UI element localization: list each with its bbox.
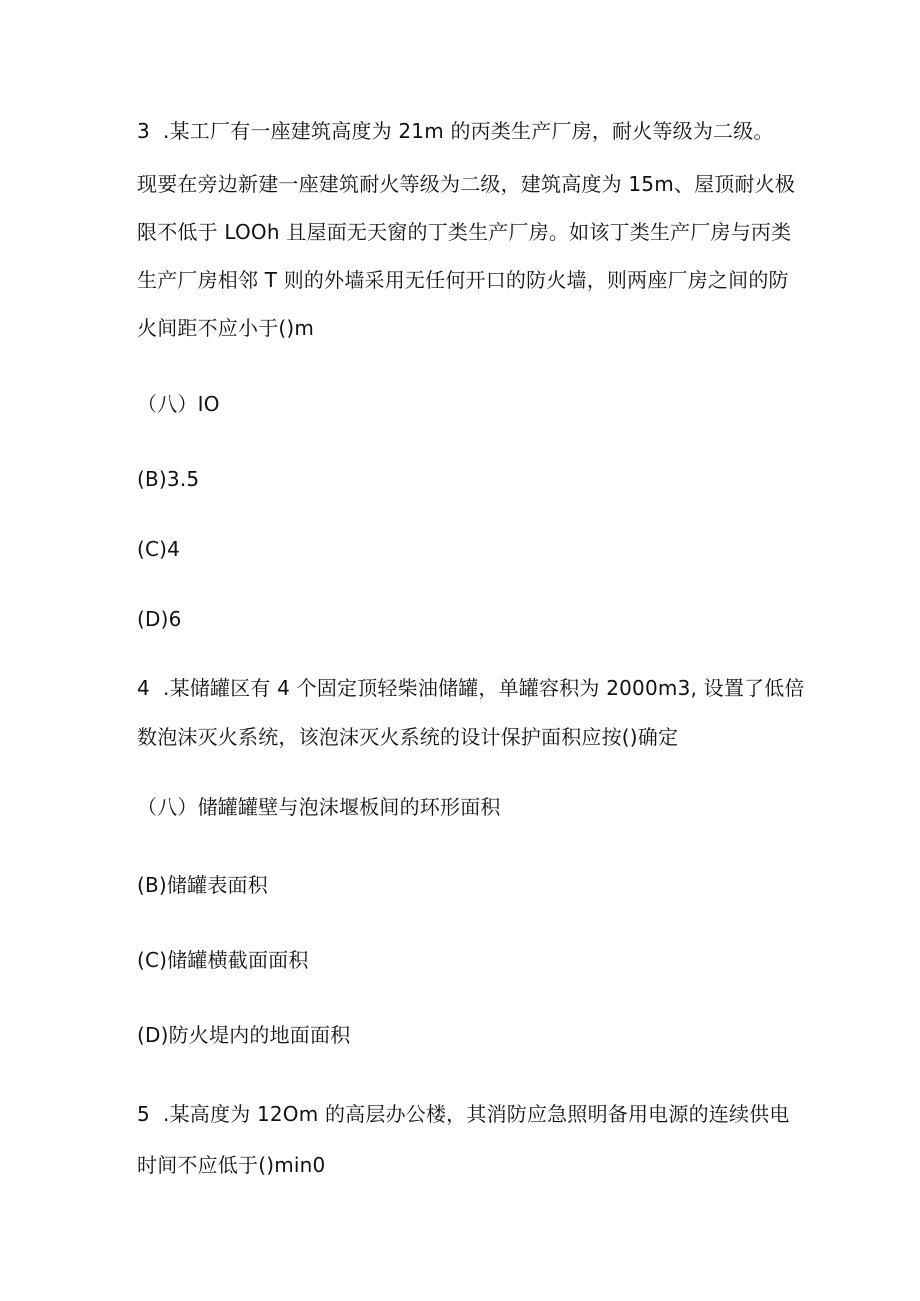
question-4-stem-line-1: 4 .某储罐区有 4 个固定顶轻柴油储罐，单罐容积为 2000m3, 设置了低倍	[137, 676, 805, 700]
question-4-option-a: （八）储罐罐壁与泡沫堰板间的环形面积	[137, 795, 501, 819]
question-4-option-d: (D)防火堤内的地面面积	[137, 1023, 351, 1047]
question-3-stem-line-1: 3 .某工厂有一座建筑高度为 21m 的丙类生产厂房，耐火等级为二级。	[137, 119, 774, 143]
question-3-stem-line-4: 生产厂房相邻 T 则的外墙采用无任何开口的防火墙，则两座厂房之间的防	[137, 268, 789, 292]
question-3-option-b: (B)3.5	[137, 467, 200, 491]
question-3-stem-line-2: 现要在旁边新建一座建筑耐火等级为二级，建筑高度为 15m、屋顶耐火极	[137, 172, 796, 196]
question-3-option-d: (D)6	[137, 607, 182, 631]
question-4-stem-line-2: 数泡沫灭火系统，该泡沫灭火系统的设计保护面积应按()确定	[137, 725, 679, 749]
question-4-option-b: (B)储罐表面积	[137, 873, 268, 897]
question-3-stem-line-3: 限不低于 LOOh 且屋面无天窗的丁类生产厂房。如该丁类生产厂房与丙类	[137, 220, 792, 244]
question-5-stem-line-1: 5 .某高度为 12Om 的高层办公楼，其消防应急照明备用电源的连续供电	[137, 1102, 790, 1126]
question-4-option-c: (C)储罐横截面面积	[137, 948, 309, 972]
question-3-option-a: （八）IO	[137, 392, 220, 416]
question-5-stem-line-2: 时间不应低于()min0	[137, 1153, 326, 1177]
question-3-option-c: (C)4	[137, 537, 181, 561]
question-3-stem-line-5: 火间距不应小于()m	[137, 316, 315, 340]
